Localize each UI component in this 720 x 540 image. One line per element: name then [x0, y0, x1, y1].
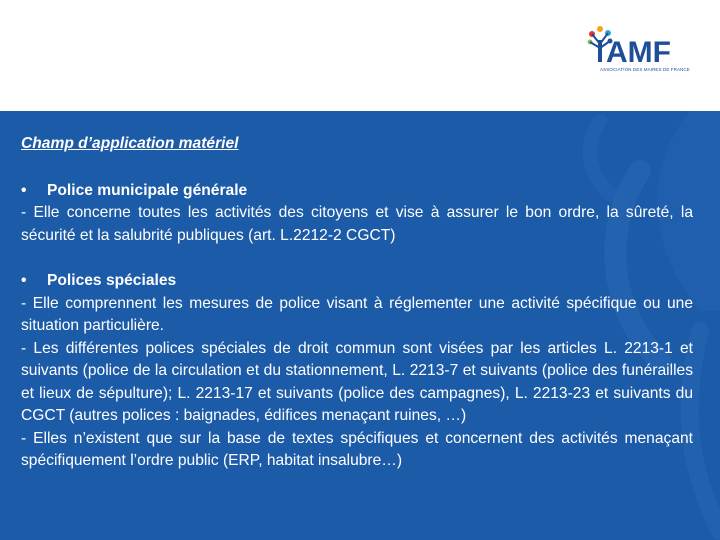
logo-tagline: ASSOCIATION DES MAIRES DE FRANCE: [600, 67, 690, 72]
bullet-icon: •: [21, 272, 27, 289]
section-heading: [21, 180, 693, 203]
section-paragraph: - Elle comprennent les mesures de police visant à réglementer une activité spécifique ou une situation particulière.: [21, 294, 693, 334]
section-paragraph: - Elle concerne toutes les activités des citoyens et vise à assurer le bon ordre, la sûreté, la sécurité et la salubrité publiques (art. L.2212-2 CGCT): [21, 204, 693, 244]
section-paragraph: - Les différentes polices spéciales de droit commun sont visées par les articles L. 2213-1 et suivants (police de la circulation et du stationnement, L. 2213-7 et suivants (police des funérailles et lieux de sépulture); L. 2213-17 et suivants (police des campagnes), L. 2213-23 et suivants du CGCT (autres polices : baignades, édifices menaçant ruines, …): [21, 339, 693, 424]
section-heading-text: Polices spéciales: [47, 272, 177, 289]
content-panel: [0, 111, 720, 540]
logo-wordmark: AMF: [606, 36, 671, 69]
slide-content: [21, 133, 693, 473]
slide-header: [0, 0, 720, 111]
section-heading: [21, 270, 693, 293]
section-heading-text: Police municipale générale: [47, 181, 248, 199]
section-paragraph: - Elles n’existent que sur la base de textes spécifiques et concernent des activités menaçant spécifiquement l’ordre public (ERP, habitat insalubre…): [21, 429, 693, 469]
slide-title: Champ d’application matériel: [21, 135, 239, 152]
bullet-icon: •: [21, 181, 27, 199]
